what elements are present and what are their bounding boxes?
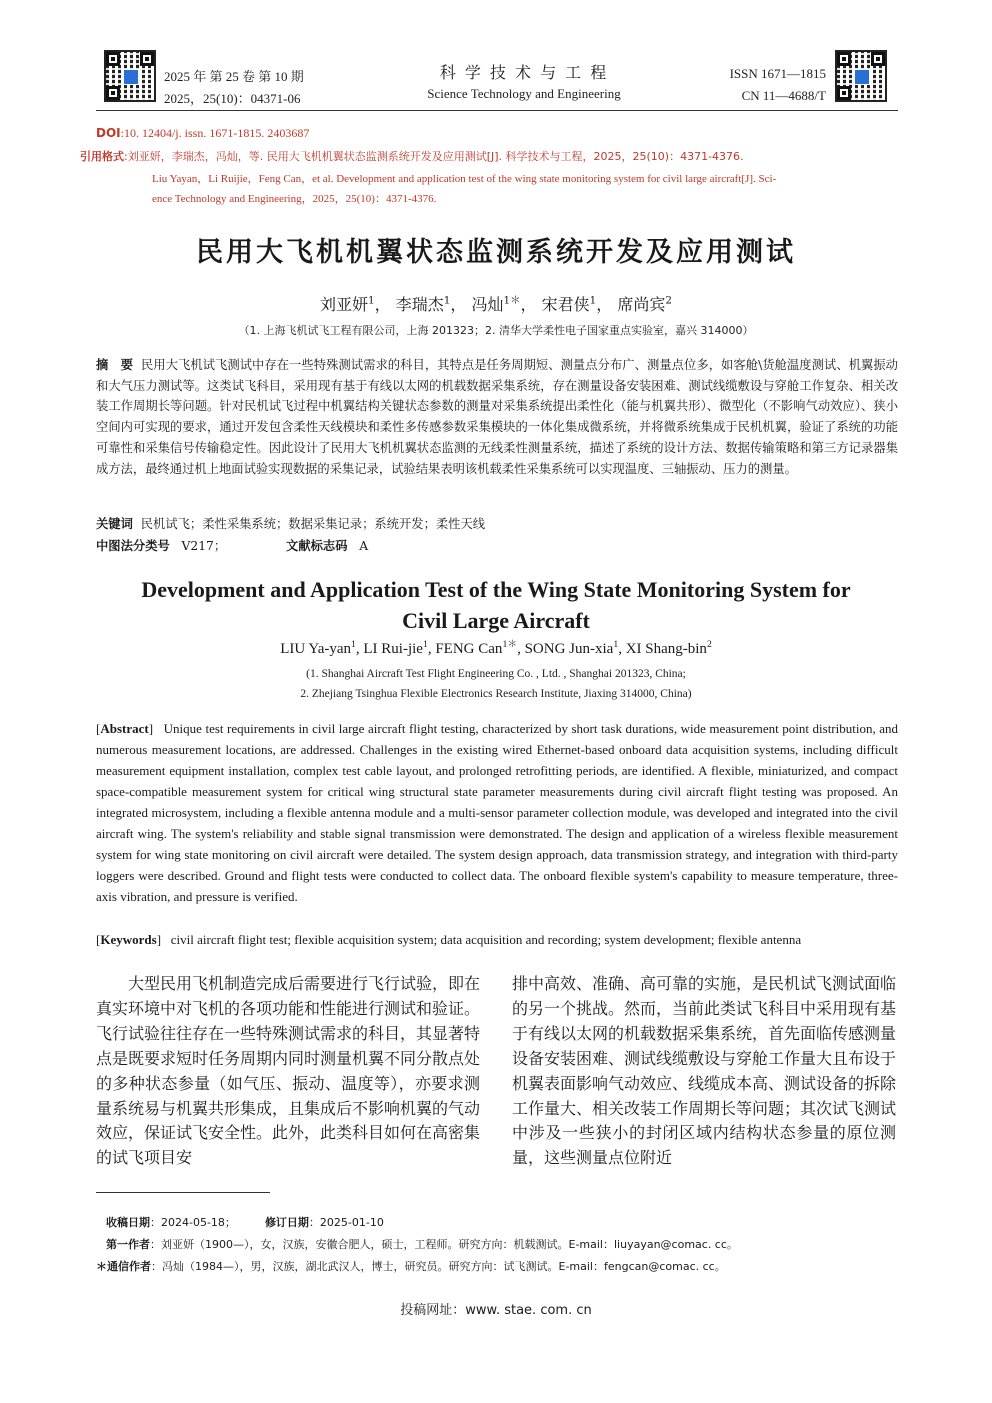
author-cn-4: 宋君侠 (541, 295, 590, 314)
issn: ISSN 1671—1815 (729, 66, 826, 81)
paper-title-en: Development and Application Test of the Wing State Monitoring System for Civil Large Aircraft (141, 577, 851, 633)
keywords-en-label-wrap: [Keywords] (96, 932, 162, 947)
author-cn-4-sup: 1 (589, 294, 597, 307)
journal-name-cn: 科 学 技 术 与 工 程 (439, 63, 609, 82)
doi-value[interactable]: :10. 12404/j. issn. 1671-1815. 2403687 (120, 126, 310, 140)
citation-text-cn: :刘亚妍，李瑞杰，冯灿，等. 民用大飞机机翼状态监测系统开发及应用测试[J]. 科学技术与工程，2025，25(10)：4371-4376. (124, 150, 744, 163)
author-en-3: FENG Can (435, 641, 503, 657)
keywords-cn-label: 关键词 (96, 517, 133, 531)
abstract-en (96, 718, 898, 907)
corresponding-label: ＊通信作者 (96, 1260, 151, 1273)
author-cn-1-sup: 1 (368, 294, 375, 307)
received-label: 收稿日期 (106, 1216, 150, 1229)
authors-cn: 刘亚妍$^1$， 李瑞杰$^1$， 冯灿$^{1*}$， 宋君侠$^1$， 席尚宾$^2$ (320, 294, 672, 314)
citation-cn (80, 148, 900, 164)
doi-label: DOI (96, 126, 121, 140)
clc-label: 中图法分类号 (96, 539, 170, 553)
doi-line (96, 126, 309, 141)
revised-label: 修订日期 (264, 1216, 309, 1229)
keywords-cn-text: 民机试飞；柔性采集系统；数据采集记录；系统开发；柔性天线 (140, 517, 486, 531)
first-author-text: ：刘亚妍（1900—），女，汉族，安徽合肥人，硕士，工程师。研究方向：机载测试。E-mail：liuyayan@comac. cc。 (150, 1238, 738, 1251)
footnote-corresponding (96, 1258, 896, 1274)
author-en-2: LI Rui-jie (363, 641, 423, 657)
cn-number: CN 11—4688/T (741, 88, 826, 103)
journal-name-en: Science Technology and Engineering (427, 86, 621, 101)
footnote-dates (96, 1214, 896, 1230)
abstract-cn-label: 摘 要 (96, 358, 134, 372)
affiliation-en-1: (1. Shanghai Aircraft Test Flight Engineering Co. , Ltd. , Shanghai 201323, China; (306, 668, 686, 680)
keywords-cn (96, 514, 898, 535)
keywords-en-text: civil aircraft flight test; flexible acquisition system; data acquisition and recording; system development; flexible antenna (170, 932, 802, 947)
doc-code-value: A (359, 539, 369, 553)
keywords-en-label: Keywords (100, 932, 157, 947)
author-en-4-sup: 1 (613, 639, 619, 650)
author-en-5-sup: 2 (706, 639, 712, 650)
abstract-en-label-wrap: [Abstract] (96, 721, 154, 736)
corresponding-text: ：冯灿（1984—），男，汉族，湖北武汉人，博士，研究员。研究方向：试飞测试。E-mail：fengcan@comac. cc。 (151, 1260, 726, 1273)
author-cn-5-sup: 2 (665, 294, 672, 307)
author-cn-1: 刘亚妍 (320, 295, 369, 314)
citation-en-1: Liu Yayan，Li Ruijie，Feng Can，et al. Development and application test of the wing state monitoring system for civil large aircraft[J]. Sci- (152, 173, 777, 185)
keywords-en (96, 929, 898, 950)
author-en-2-sup: 1 (422, 639, 428, 650)
paper-title-cn: 民用大飞机机翼状态监测系统开发及应用测试 (196, 237, 796, 268)
doc-code-label: 文献标志码 (286, 539, 348, 553)
citation-label: 引用格式 (80, 150, 124, 163)
author-cn-3-sup: 1＊ (503, 294, 521, 307)
footnote-first-author (96, 1236, 896, 1252)
affiliation-cn: （1. 上海飞机试飞工程有限公司，上海 201323；2. 清华大学柔性电子国家重点实验室，嘉兴 314000） (238, 324, 754, 337)
author-cn-3: 冯灿 (471, 295, 504, 314)
classification-line (96, 536, 898, 557)
author-en-4: SONG Jun-xia (524, 641, 614, 657)
qr-code-right (835, 50, 887, 102)
qr-code-left (104, 50, 156, 102)
revised-date: ：2025-01-10 (308, 1216, 384, 1229)
received-date: ：2024-05-18； (150, 1216, 236, 1229)
header-rule (96, 110, 898, 111)
author-en-1: LIU Ya-yan (280, 641, 352, 657)
author-en-5: XI Shang-bin (625, 641, 707, 657)
abstract-cn-text: 民用大飞机试飞测试中存在一些特殊测试需求的科目，其特点是任务周期短、测量点分布广、测量点位多，如客舱\货舱温度测试、机翼振动和大气压力测试等。这类试飞科目，采用现有基于有线以太网的机载数据采集系统，存在测量设备安装困难、测试线缆敷设与穿舱工作复杂、相关改装工作周期长等问题。针对民机试飞过程中机翼结构关键状态参数的测量对采集系统提出柔性化（能与机翼共形）、微型化（不影响气动效应）、狭小空间内可实现的要求，通过开发包含柔性天线模块和柔性多传感参数采集模块的一体化集成微系统，并将微系统集成于民机机翼，验证了系统的功能可靠性和采集信号传输稳定性。因此设计了民用大飞机机翼状态监测的无线柔性测量系统，描述了系统的设计方法、数据传输策略和第三方记录器集成方法，最终通过机上地面试验实现数据的采集记录，试验结果表明该机载柔性采集系统可以实现温度、三轴振动、压力的测量。 (96, 358, 898, 476)
volume-line: 2025 年 第 25 卷 第 10 期 (164, 69, 304, 84)
author-cn-2: 李瑞杰 (395, 295, 444, 314)
submission-url[interactable]: 投稿网址：www. stae. com. cn (400, 1303, 592, 1318)
abstract-en-label: Abstract (100, 721, 149, 736)
pages-line: 2025，25(10)：04371-06 (164, 91, 301, 106)
first-author-label: 第一作者 (106, 1238, 150, 1251)
abstract-en-text: Unique test requirements in civil large aircraft flight testing, characterized by short task durations, wide measurement point distribution, and numerous measurement locations, are addressed. Challenges in the existing wired Ethernet-based onboard data acquisition systems, including difficult measurement equipment installation, complex test cable layout, and prolonged retrofitting periods, are identified. A flexible, miniaturized, and compact space-compatible measurement system for critical wing structural state parameter measurements during civil aircraft flight testing was proposed. An integrated microsystem, including a flexible antenna module and a multi-sensor parameter collection module, was developed and integrated into the civil aircraft wing. The system's reliability and stable signal transmission were demonstrated. The design and application of a wireless flexible measurement system for wing state monitoring on civil aircraft were detailed. The system design approach, data transmission strategy, and integration with third-party loggers were described. Ground and flight tests were conducted to collect data. The onboard flexible system's capability to measure temperature, three-axis vibration, and pressure is verified. (96, 721, 899, 904)
author-en-1-sup: 1 (351, 639, 356, 650)
body-column-right: 排中高效、准确、高可靠的实施，是民机试飞测试面临的另一个挑战。然而，当前此类试飞科目中采用现有基于有线以太网的机载数据采集系统，首先面临传感测量设备安装困难、测试线缆敷设与穿舱工作量大且布设于机翼表面影响气动效应、线缆成本高、测试设备的拆除工作量大、相关改装工作周期长等问题；其次试飞测试中涉及一些狭小的封闭区域内结构状态参量的原位测量，这些测量点位附近 (512, 974, 897, 1168)
citation-en-2: ence Technology and Engineering，2025，25(10)：4371-4376. (152, 193, 437, 205)
footnote-rule (96, 1192, 270, 1193)
abstract-cn (96, 355, 898, 479)
affiliation-en-2: 2. Zhejiang Tsinghua Flexible Electronics Research Institute, Jiaxing 314000, China) (300, 688, 692, 700)
body-column-left: 大型民用飞机制造完成后需要进行飞行试验，即在真实环境中对飞机的各项功能和性能进行测试和验证。飞行试验往往存在一些特殊测试需求的科目，其显著特点是既要求短时任务周期内同时测量机翼不同分散点处的多种状态参量（如气压、振动、温度等），亦要求测量系统易与机翼共形集成，且集成后不影响机翼的气动效应，保证试飞安全性。此外，此类科目如何在高密集的试飞项目安 (96, 974, 481, 1168)
authors-en: LIU Ya-yan$^1$, LI Rui-jie$^1$, FENG Can$^{1*}$, SONG Jun-xia$^1$, XI Shang-bin$^2$ (280, 639, 712, 657)
author-en-3-sup: 1＊ (502, 639, 518, 650)
clc-value: V217； (181, 539, 227, 553)
author-cn-5: 席尚宾 (617, 295, 666, 314)
author-cn-2-sup: 1 (443, 294, 451, 307)
